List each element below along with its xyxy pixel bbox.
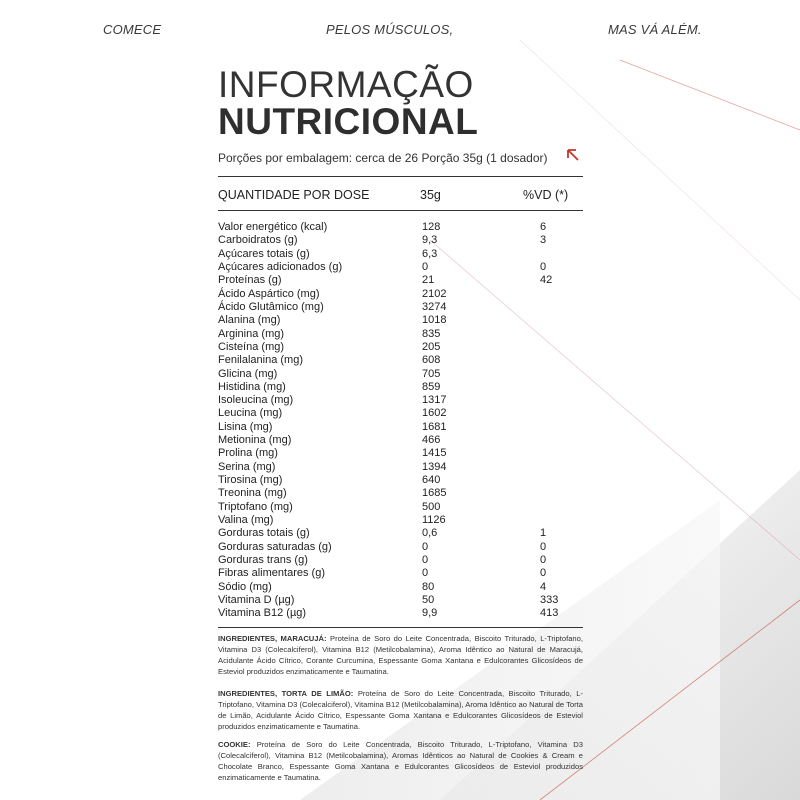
nutrient-name: Vitamina B12 (µg): [218, 607, 307, 620]
table-row: [218, 368, 583, 381]
arrow-up-left-icon: [565, 147, 581, 163]
nutrient-name: Histidina (mg): [218, 380, 286, 393]
nutrient-amount: 6,3: [422, 247, 438, 260]
table-row: [218, 288, 583, 301]
table-row: [218, 581, 583, 594]
table-row: [218, 221, 583, 234]
nutrient-name: Ácido Aspártico (mg): [218, 287, 320, 300]
nutrient-name: Metionina (mg): [218, 434, 292, 447]
nutrient-amount: 859: [422, 380, 441, 393]
nutrient-name: Carboidratos (g): [218, 234, 298, 247]
table-row: [218, 261, 583, 274]
nutrient-amount: 1394: [422, 460, 447, 473]
nutrient-amount: 9,9: [422, 607, 438, 620]
nutrient-name: Fibras alimentares (g): [218, 567, 325, 580]
table-row: [218, 474, 583, 487]
nutrient-amount: 640: [422, 474, 441, 487]
nutrient-amount: 500: [422, 500, 441, 513]
table-row: [218, 487, 583, 500]
nutrient-name: Prolina (mg): [218, 447, 278, 460]
tagline-center: PELOS MÚSCULOS,: [326, 22, 454, 37]
nutrient-name: Gorduras trans (g): [218, 554, 308, 566]
nutrient-amount: 1126: [422, 514, 446, 527]
nutrient-name: Arginina (mg): [218, 327, 285, 340]
nutrient-amount: 3274: [422, 300, 447, 313]
nutrient-daily-value: 0: [540, 554, 547, 566]
nutrient-name: Valor energético (kcal): [218, 221, 328, 233]
nutrient-amount: 2102: [422, 287, 447, 300]
nutrient-name: Fenilalanina (mg): [218, 354, 303, 367]
table-row: [218, 567, 583, 580]
nutrient-amount: 0: [422, 554, 429, 566]
nutrient-daily-value: 0: [540, 260, 547, 273]
nutrient-daily-value: 0: [540, 540, 547, 553]
table-bottom-divider: [218, 627, 583, 628]
nutrient-amount: 705: [422, 367, 441, 380]
nutrient-amount: 1018: [422, 314, 447, 327]
nutrient-amount: 9,3: [422, 234, 438, 247]
nutrient-name: Gorduras totais (g): [218, 527, 310, 540]
table-row: [218, 394, 583, 407]
nutrient-amount: 1317: [422, 394, 447, 407]
table-header-divider: [218, 210, 583, 211]
ingredients-label: INGREDIENTES, TORTA DE LIMÃO:: [218, 689, 354, 698]
table-top-divider: [218, 176, 583, 177]
nutrient-name: Açúcares totais (g): [218, 247, 310, 260]
table-row: [218, 234, 583, 247]
nutrient-name: Triptofano (mg): [218, 500, 293, 513]
nutrient-amount: 1415: [422, 447, 447, 460]
portions-info: Porções por embalagem: cerca de 26 Porção 35g (1 dosador): [218, 151, 548, 165]
nutrient-daily-value: 333: [540, 593, 559, 606]
table-row: [218, 381, 583, 394]
table-row: [218, 541, 583, 554]
table-row: [218, 314, 583, 327]
nutrient-name: Leucina (mg): [218, 407, 283, 420]
nutrient-amount: 1681: [422, 420, 447, 433]
table-row: [218, 248, 583, 261]
nutrient-amount: 835: [422, 327, 441, 340]
nutrient-name: Sódio (mg): [218, 580, 272, 593]
nutrient-name: Gorduras saturadas (g): [218, 540, 332, 553]
nutrient-name: Vitamina D (µg): [218, 593, 295, 606]
nutrient-amount: 50: [422, 593, 435, 606]
nutrient-amount: 1685: [422, 487, 447, 500]
nutrient-name: Cisteína (mg): [218, 340, 285, 353]
nutrient-amount: 0,6: [422, 527, 438, 540]
nutrient-daily-value: 1: [540, 527, 547, 540]
ingredients-text: Proteína de Soro do Leite Concentrada, Biscoito Triturado, L-Triptofano, Vitamina D3 (Colecalciferol), Vitamina B12 (Metilcobalamina), Aroma Idêntico ao Natural de Maracujá, Acidulante Ácido Cítrico, Corante Curcumina, Espessante Goma Xantana e Edulcorantes Glicosídeos de Esteviol produzidos enzimaticamente e Taumatina.: [218, 634, 583, 676]
nutrient-name: Glicina (mg): [218, 367, 278, 380]
table-row: [218, 501, 583, 514]
nutrient-daily-value: 3: [540, 234, 547, 247]
page-title-line1: INFORMAÇÃO: [218, 64, 474, 105]
nutrient-daily-value: 4: [540, 580, 547, 593]
table-row: [218, 407, 583, 420]
tagline-right: MAS VÁ ALÉM.: [608, 22, 702, 37]
table-row: [218, 328, 583, 341]
nutrient-daily-value: 42: [540, 274, 553, 287]
nutrient-amount: 128: [422, 221, 441, 233]
nutrient-amount: 205: [422, 340, 441, 353]
table-row: [218, 301, 583, 314]
nutrient-amount: 0: [422, 567, 429, 580]
nutrient-name: Tirosina (mg): [218, 474, 283, 487]
nutrient-amount: 80: [422, 580, 435, 593]
nutrient-amount: 608: [422, 354, 441, 367]
nutrient-name: Treonina (mg): [218, 487, 287, 500]
table-row: [218, 607, 583, 620]
nutrient-name: Lisina (mg): [218, 420, 273, 433]
nutrient-name: Valina (mg): [218, 514, 274, 527]
table-row: [218, 461, 583, 474]
page-title-line2: NUTRICIONAL: [218, 101, 479, 142]
header-daily-value: %VD (*): [523, 188, 569, 202]
nutrient-name: Açúcares adicionados (g): [218, 260, 343, 273]
header-quantity: QUANTIDADE POR DOSE: [218, 188, 370, 202]
tagline-left: COMECE: [103, 22, 162, 37]
nutrient-daily-value: 413: [540, 607, 559, 620]
ingredients-label: COOKIE:: [218, 740, 251, 749]
nutrient-name: Proteínas (g): [218, 274, 282, 287]
ingredients-torta-limao: [218, 688, 583, 732]
table-row: [218, 434, 583, 447]
nutrient-amount: 1602: [422, 407, 447, 420]
ingredients-label: INGREDIENTES, MARACUJÁ:: [218, 634, 327, 643]
table-row: [218, 354, 583, 367]
table-row: [218, 554, 583, 567]
table-row: [218, 274, 583, 287]
header-serving: 35g: [420, 188, 441, 202]
nutrient-amount: 0: [422, 540, 429, 553]
nutrient-name: Ácido Glutâmico (mg): [218, 300, 324, 313]
table-row: [218, 527, 583, 540]
table-row: [218, 447, 583, 460]
ingredients-cookie: [218, 739, 583, 783]
table-row: [218, 421, 583, 434]
nutrient-name: Serina (mg): [218, 460, 276, 473]
nutrient-amount: 0: [422, 260, 429, 273]
nutrient-daily-value: 0: [540, 567, 547, 580]
table-row: [218, 341, 583, 354]
table-row: [218, 514, 583, 527]
ingredients-text: Proteína de Soro do Leite Concentrada, Biscoito Triturado, L-Triptofano, Vitamina D3 (Colecalciferol), Vitamina B12 (Metilcobalamina), Aromas Idênticos ao Natural de Cookies & Cream e Chocolate Branco, Espessante Goma Xantana e Edulcorantes Glicosídeos de Esteviol produzidos enzimaticamente e Taumatina.: [218, 740, 583, 782]
nutrient-name: Isoleucina (mg): [218, 394, 294, 407]
ingredients-maracuja: [218, 633, 583, 677]
ingredients-text: Proteína de Soro do Leite Concentrada, Biscoito Triturado, L-Triptofano, Vitamina D3 (Colecalciferol), Vitamina B12 (Metilcobalamina), Aroma Idêntico ao Natural de Torta de Limão, Acidulante Ácido Cítrico, Espessante Goma Xantana e Edulcorantes Glicosídeos de Esteviol produzidos enzimaticamente e Taumatina.: [218, 689, 583, 731]
nutrient-amount: 21: [422, 274, 435, 287]
nutrient-amount: 466: [422, 434, 441, 447]
nutrient-daily-value: 6: [540, 221, 547, 233]
nutrient-name: Alanina (mg): [218, 314, 281, 327]
table-row: [218, 594, 583, 607]
